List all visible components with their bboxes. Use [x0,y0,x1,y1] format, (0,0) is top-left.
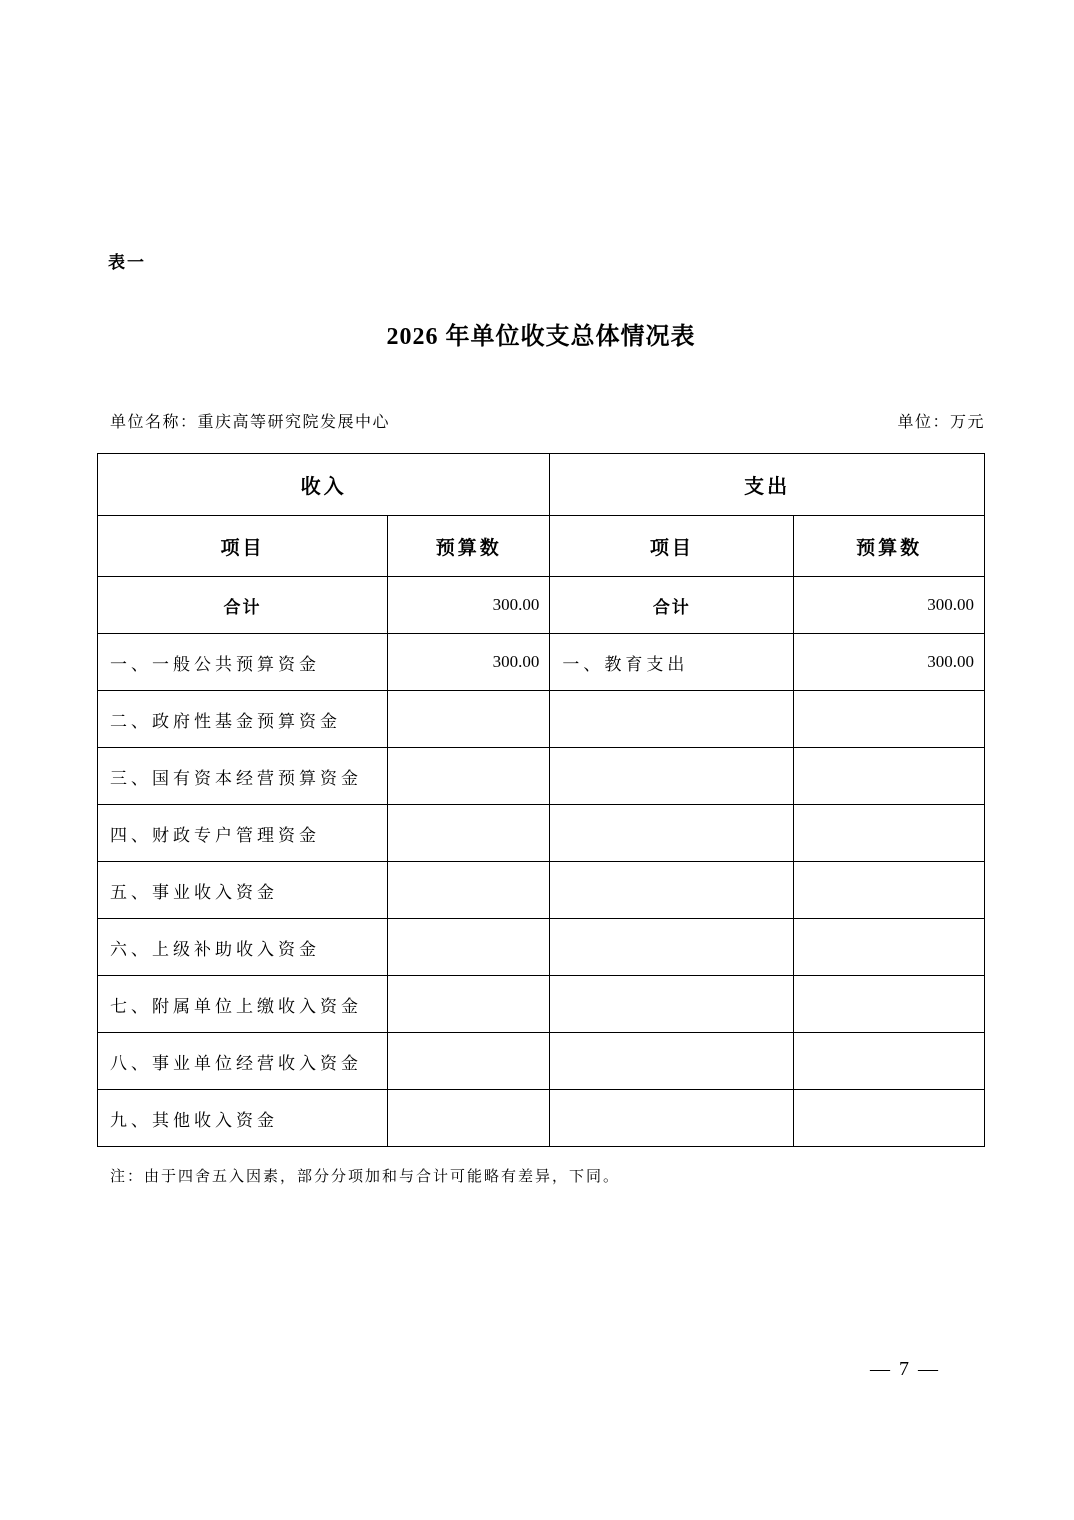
income-item-cell: 一、一般公共预算资金 [98,634,388,691]
column-header-expense-item: 项目 [550,516,794,577]
expense-budget-cell [794,976,985,1033]
expense-item-cell [550,748,794,805]
table-row [98,1090,985,1147]
income-item-cell: 九、其他收入资金 [98,1090,388,1147]
column-header-income-budget: 预算数 [388,516,550,577]
column-header-expense-budget: 预算数 [794,516,985,577]
expense-item-cell [550,805,794,862]
expense-item-cell: 合计 [550,577,794,634]
expense-budget-cell: 300.00 [794,634,985,691]
income-budget-cell [388,805,550,862]
income-item-cell: 二、政府性基金预算资金 [98,691,388,748]
table-label: 表一 [108,253,146,272]
table-row [98,976,985,1033]
page-number: — 7 — [870,1358,940,1380]
expense-item-cell: 一、教育支出 [550,634,794,691]
unit-of-measure: 单位：万元 [897,414,985,431]
expense-budget-cell [794,691,985,748]
income-budget-cell [388,1033,550,1090]
table-row [98,805,985,862]
unit-name: 单位名称：重庆高等研究院发展中心 [110,414,391,431]
table-row [98,691,985,748]
expense-item-cell [550,862,794,919]
rounding-note: 注：由于四舍五入因素，部分分项加和与合计可能略有差异，下同。 [110,1169,621,1185]
income-item-cell: 八、事业单位经营收入资金 [98,1033,388,1090]
table-row [98,919,985,976]
expense-item-cell [550,1090,794,1147]
expense-budget-cell: 300.00 [794,577,985,634]
expense-budget-cell [794,919,985,976]
expense-item-cell [550,691,794,748]
income-budget-cell [388,1090,550,1147]
income-item-cell: 六、上级补助收入资金 [98,919,388,976]
income-budget-cell: 300.00 [388,634,550,691]
group-header-expense: 支出 [550,454,985,516]
table-group-header-row [98,454,985,516]
table-row [98,748,985,805]
income-item-cell: 五、事业收入资金 [98,862,388,919]
income-item-cell: 三、国有资本经营预算资金 [98,748,388,805]
expense-budget-cell [794,862,985,919]
unit-info-row [110,409,985,432]
table-row [98,634,985,691]
table-column-header-row [98,516,985,577]
expense-item-cell [550,919,794,976]
income-budget-cell [388,748,550,805]
income-budget-cell [388,691,550,748]
table-row [98,1033,985,1090]
budget-table [97,453,985,1147]
expense-budget-cell [794,805,985,862]
table-row-total [98,577,985,634]
income-budget-cell [388,919,550,976]
expense-item-cell [550,976,794,1033]
income-item-cell: 四、财政专户管理资金 [98,805,388,862]
table-row [98,862,985,919]
expense-budget-cell [794,1033,985,1090]
expense-budget-cell [794,1090,985,1147]
income-item-cell: 七、附属单位上缴收入资金 [98,976,388,1033]
income-budget-cell [388,976,550,1033]
income-budget-cell: 300.00 [388,577,550,634]
expense-budget-cell [794,748,985,805]
group-header-income: 收入 [98,454,550,516]
expense-item-cell [550,1033,794,1090]
page-title: 2026 年单位收支总体情况表 [386,324,696,350]
income-budget-cell [388,862,550,919]
column-header-income-item: 项目 [98,516,388,577]
income-item-cell: 合计 [98,577,388,634]
